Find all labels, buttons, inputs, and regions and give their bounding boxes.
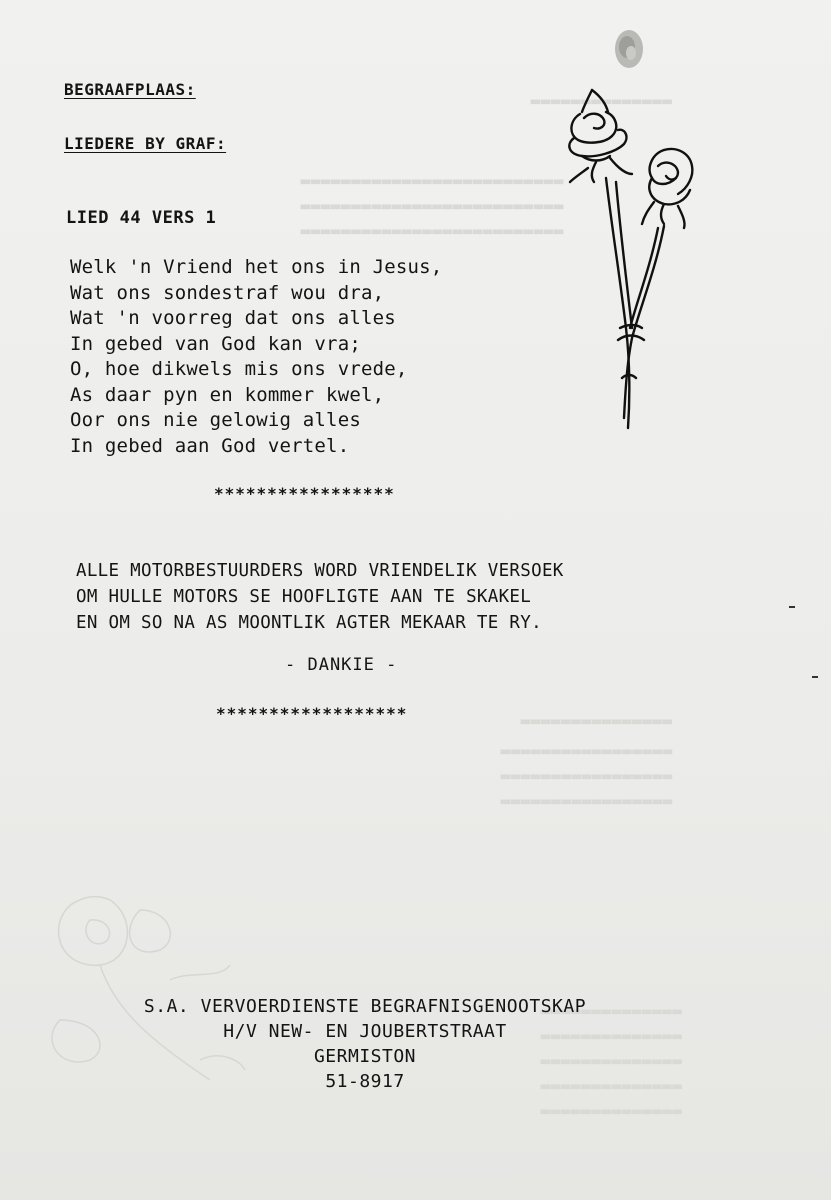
show-through-shade: ▬▬▬▬▬▬▬▬▬▬▬▬▬▬ [540, 1001, 682, 1020]
motorists-notice [76, 558, 564, 636]
footer-line: H/V NEW- EN JOUBERTSTRAAT [223, 1021, 507, 1042]
show-through-shade: ▬▬▬▬▬▬▬▬▬▬▬▬▬▬ [530, 91, 672, 110]
verse-line: As daar pyn en kommer kwel, [70, 383, 385, 406]
verse-line: In gebed van God kan vra; [70, 332, 361, 355]
show-through-shade: ▬▬▬▬▬▬▬▬▬▬▬▬▬▬▬▬▬▬▬▬▬▬▬▬▬▬ [300, 171, 564, 190]
show-through-shade: ▬▬▬▬▬▬▬▬▬▬▬▬▬▬ [540, 1076, 682, 1095]
footer-line: GERMISTON [313, 1046, 417, 1067]
notice-line: EN OM SO NA AS MOONTLIK AGTER MEKAAR TE RY. [76, 613, 542, 633]
verse-line: Wat ons sondestraf wou dra, [70, 281, 385, 304]
song-title: LIED 44 VERS 1 [66, 208, 217, 228]
notice-line: ALLE MOTORBESTUURDERS WORD VRIENDELIK VERSOEK [76, 561, 564, 581]
show-through-shade: ▬▬▬▬▬▬▬▬▬▬▬▬▬▬▬▬▬▬▬▬▬▬▬▬▬▬ [300, 196, 564, 215]
funeral-society-address [80, 994, 650, 1094]
show-through-shade: ▬▬▬▬▬▬▬▬▬▬▬▬▬▬ [540, 1026, 682, 1045]
show-through-shade: ▬▬▬▬▬▬▬▬▬▬▬▬▬▬▬ [520, 711, 672, 730]
verse-line: Welk 'n Vriend het ons in Jesus, [70, 256, 443, 278]
show-through-shade: ▬▬▬▬▬▬▬▬▬▬▬▬▬▬▬▬▬ [500, 766, 673, 785]
footer-line: 51-8917 [325, 1071, 405, 1092]
verse-line: Wat 'n voorreg dat ons alles [70, 307, 396, 329]
show-through-shade: ▬▬▬▬▬▬▬▬▬▬▬▬▬▬ [540, 1051, 682, 1070]
footer-line: S.A. VERVOERDIENSTE BEGRAFNISGENOOTSKAP [143, 996, 587, 1017]
cemetery-heading: BEGRAAFPLAAS: [64, 80, 196, 99]
paper-speck [789, 606, 795, 608]
show-through-shade: ▬▬▬▬▬▬▬▬▬▬▬▬▬▬▬▬▬▬▬▬▬▬▬▬▬▬ [300, 221, 564, 240]
notice-line: OM HULLE MOTORS SE HOOFLIGTE AAN TE SKAKEL [76, 587, 532, 607]
roses-drawing-icon [560, 78, 710, 438]
verse-line: Oor ons nie gelowig alles [70, 409, 361, 431]
verse-line: O, hoe dikwels mis ons vrede, [70, 358, 408, 380]
show-through-shade: ▬▬▬▬▬▬▬▬▬▬▬▬▬▬▬▬▬ [500, 741, 673, 760]
hymn-verse [70, 255, 442, 459]
thanks-line: - DANKIE - [285, 655, 398, 675]
paper-speck [812, 676, 818, 678]
asterisk-divider: ***************** [214, 484, 395, 503]
verse-line: In gebed aan God vertel. [70, 434, 350, 457]
show-through-shade: ▬▬▬▬▬▬▬▬▬▬▬▬▬▬▬▬▬ [500, 791, 673, 810]
asterisk-divider: ****************** [216, 704, 408, 723]
ink-smudge-icon [612, 27, 646, 71]
show-through-shade: ▬▬▬▬▬▬▬▬▬▬▬▬▬▬ [540, 1101, 682, 1120]
songs-at-grave-heading: LIEDERE BY GRAF: [64, 134, 227, 153]
